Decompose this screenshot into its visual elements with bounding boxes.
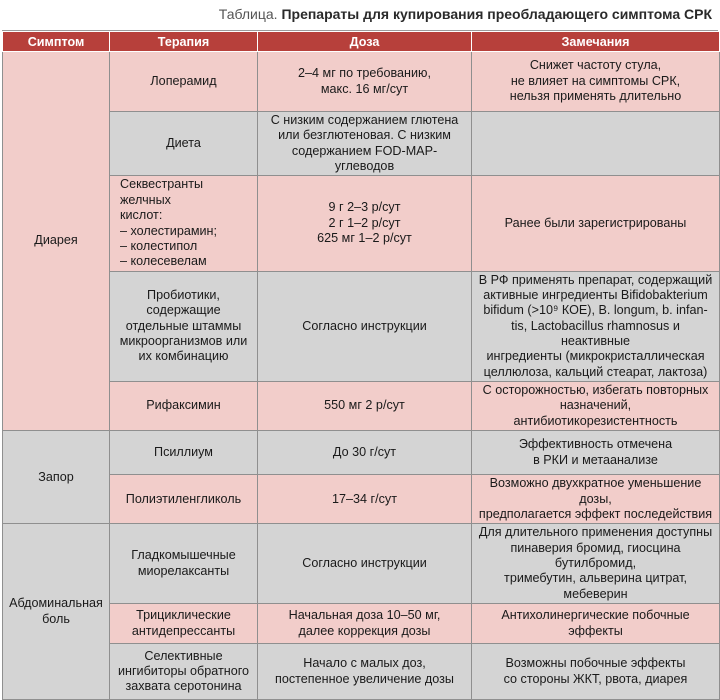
therapy-cell: Пробиотики, содержащие отдельные штаммы микроорганизмов или их комбинацию: [110, 271, 258, 382]
dose-cell: 550 мг 2 р/сут: [258, 382, 472, 431]
notes-cell: С осторожностью, избегать повторных назначений, антибиотикорезистентность: [472, 382, 720, 431]
therapy-cell: Полиэтиленгликоль: [110, 475, 258, 524]
notes-cell: Возможны побочные эффекты со стороны ЖКТ, рвота, диарея: [472, 644, 720, 700]
therapy-cell: Секвестранты желчных кислот: – холестирамин; – колестипол – колесевелам: [110, 176, 258, 271]
table-row: [3, 604, 720, 644]
table-row: [3, 475, 720, 524]
table-row: [3, 524, 720, 604]
dose-cell: Начало с малых доз, постепенное увеличение дозы: [258, 644, 472, 700]
table-row: [3, 176, 720, 271]
dose-cell: До 30 г/сут: [258, 431, 472, 475]
table-row: [3, 271, 720, 382]
header-therapy: Терапия: [110, 32, 258, 52]
therapy-cell: Лоперамид: [110, 52, 258, 112]
therapy-cell: Рифаксимин: [110, 382, 258, 431]
notes-cell: Эффективность отмечена в РКИ и метаанализе: [472, 431, 720, 475]
table-row: [3, 644, 720, 700]
notes-cell: [472, 112, 720, 176]
notes-cell: Ранее были зарегистрированы: [472, 176, 720, 271]
therapy-cell: Трициклические антидепрессанты: [110, 604, 258, 644]
header-row: [3, 32, 720, 52]
header-dose: Доза: [258, 32, 472, 52]
notes-cell: В РФ применять препарат, содержащий активные ингредиенты Bifidobakterium bifidum (>10⁹ КОЕ), B. longum, b. infan- tis, Lactobacillus rhamnosus и неактивные ингредиенты (микрокристаллическая целлюлоза, кальций стеарат, лактоза): [472, 271, 720, 382]
symptom-constipation: Запор: [3, 431, 110, 524]
table-caption: [219, 6, 712, 22]
dose-cell: 9 г 2–3 р/сут 2 г 1–2 р/сут 625 мг 1–2 р/сут: [258, 176, 472, 271]
dose-cell: Начальная доза 10–50 мг, далее коррекция дозы: [258, 604, 472, 644]
symptom-diarrhea: Диарея: [3, 52, 110, 431]
therapy-cell: Гладкомышечные миорелаксанты: [110, 524, 258, 604]
symptom-abdominal-pain: Абдоминальная боль: [3, 524, 110, 700]
caption-title: Препараты для купирования преобладающего симптома СРК: [281, 6, 712, 22]
table-row: [3, 52, 720, 112]
dose-cell: 2–4 мг по требованию, макс. 16 мг/сут: [258, 52, 472, 112]
therapy-cell: Селективные ингибиторы обратного захвата серотонина: [110, 644, 258, 700]
dose-cell: Согласно инструкции: [258, 524, 472, 604]
header-notes: Замечания: [472, 32, 720, 52]
therapy-cell: Диета: [110, 112, 258, 176]
notes-cell: Антихолинергические побочные эффекты: [472, 604, 720, 644]
notes-cell: Для длительного применения доступны пинаверия бромид, гиосцина бутилбромид, тримебутин, альверина цитрат, мебеверин: [472, 524, 720, 604]
caption-prefix: Таблица.: [218, 6, 278, 22]
table-row: [3, 382, 720, 431]
drug-table: [2, 31, 720, 700]
header-symptom: Симптом: [3, 32, 110, 52]
therapy-cell: Псиллиум: [110, 431, 258, 475]
dose-cell: Согласно инструкции: [258, 271, 472, 382]
notes-cell: Возможно двухкратное уменьшение дозы, предполагается эффект последействия: [472, 475, 720, 524]
dose-cell: 17–34 г/сут: [258, 475, 472, 524]
table-row: [3, 431, 720, 475]
table-row: [3, 112, 720, 176]
notes-cell: Снижет частоту стула, не влияет на симптомы СРК, нельзя применять длительно: [472, 52, 720, 112]
dose-cell: С низким содержанием глютена или безглютеновая. С низким содержанием FOD-MAP-углеводов: [258, 112, 472, 176]
